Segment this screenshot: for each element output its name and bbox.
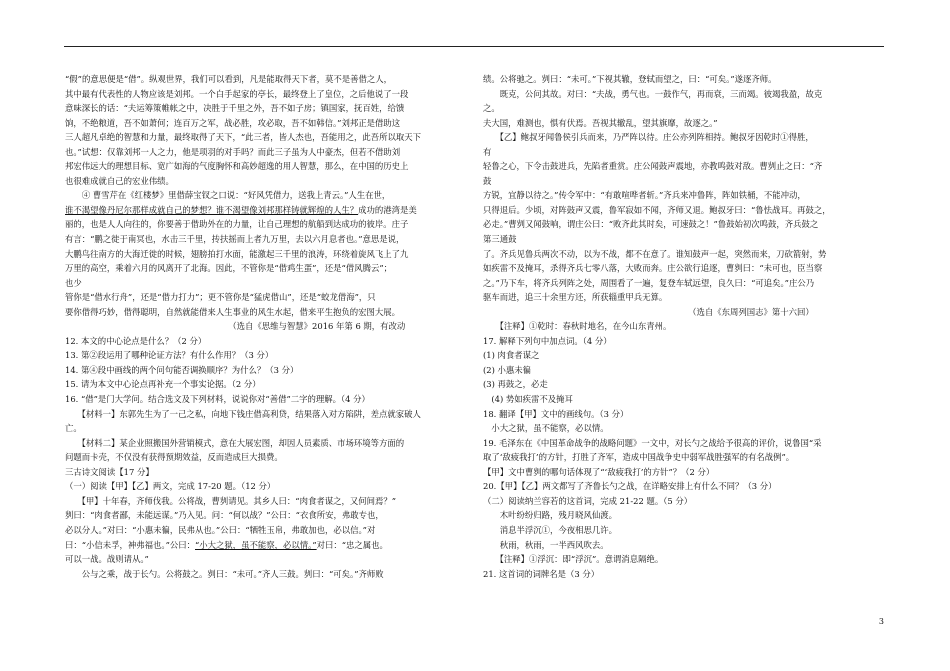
text-run: 丽的，也是人人向往的，你要善于借助外在的力量，让自己理想的航船到达成功的彼岸。庄子 — [65, 219, 409, 230]
text-run: 对曰：“忠之属也。 — [316, 539, 388, 550]
text-line — [65, 567, 467, 582]
text-line — [65, 436, 467, 451]
text-line — [65, 232, 467, 247]
text-line — [65, 494, 467, 509]
text-line — [65, 101, 467, 116]
text-line — [65, 87, 467, 102]
text-run: 【注释】①乾时：春秋时地名，在今山东青州。 — [483, 321, 672, 332]
text-run: 也很难成就自己的宏业伟绩。 — [65, 175, 174, 186]
text-run: 有言：“鹏之徙于南冥也，水击三千里，抟扶摇而上者九万里，去以六月息者也。”意思是说， — [65, 234, 405, 245]
header-rule — [64, 46, 884, 47]
text-line — [483, 101, 887, 116]
text-run: (3) 再鼓之，必走 — [483, 379, 548, 390]
text-run: 要你借得巧妙，借得聪明，自然就能借来人生事业的风生水起，借来平生抱负的宏图大展。 — [65, 306, 400, 317]
text-run: 有 — [483, 146, 492, 157]
text-line — [65, 363, 467, 378]
text-run: 可以一战。战则请从。” — [65, 554, 149, 565]
text-line — [65, 319, 467, 334]
text-run: 木叶纷纷归路，残月晓风仙渡。 — [483, 510, 617, 521]
text-line — [483, 494, 887, 509]
text-line — [483, 145, 887, 160]
text-line — [483, 290, 887, 305]
text-run: 之。 — [483, 103, 500, 114]
underlined-text: “小大之狱，虽不能察，必以情。” — [195, 539, 317, 550]
text-run: 曰：“小信未孚，神弗福也。”公曰： — [65, 539, 195, 550]
text-line — [483, 130, 887, 145]
text-line — [65, 188, 467, 203]
text-line — [65, 421, 467, 436]
text-line — [65, 377, 467, 392]
text-line — [483, 203, 887, 218]
text-line — [483, 377, 887, 392]
text-run: 既克，公问其故。对曰：“夫战，勇气也。一鼓作气，再而衰，三而竭。彼竭我盈，故克 — [483, 88, 823, 99]
text-run: 也。”试想：仅靠刘邦一人之力，他是项羽的对手吗？而此三子虽为人中豪杰，但若不借助刘 — [65, 146, 401, 157]
text-run: 方锐，宜静以待之。”传令军中：“有敢喧哗者斩。”齐兵来冲鲁阵，阵如铁桶，不能冲动， — [483, 190, 806, 201]
text-line — [483, 188, 887, 203]
text-line — [483, 363, 887, 378]
text-line — [483, 479, 887, 494]
text-run: 只得退后。少顷，对阵鼓声又震，鲁军寂如不闻，齐师又退。鲍叔牙曰：“鲁怯战耳。再鼓之， — [483, 204, 831, 215]
text-run: （选自《思维与智慧》2016 年第 6 期，有改动 — [65, 321, 406, 332]
text-line — [483, 116, 887, 131]
text-line — [65, 407, 467, 422]
text-run: “假”的意思便是“借”。纵观世界，我们可以看到，凡是能取得天下者，莫不是善借之人， — [65, 74, 392, 84]
text-line — [483, 392, 887, 407]
text-run: 夫大国，难测也，惧有伏焉。吾视其辙乱，望其旗靡，故逐之。” — [483, 117, 718, 128]
text-run: (1) 肉食者谋之 — [483, 350, 540, 361]
text-run: 三人超凡卓绝的智慧和力量，最终取得了天下，“此三者，皆人杰也，吾能用之，此吾所以取天下 — [65, 132, 422, 143]
text-run: 成功的港湾是美 — [358, 204, 417, 215]
text-run: 三古诗文阅读【17 分】 — [65, 466, 154, 477]
text-line — [483, 523, 887, 538]
text-line — [483, 538, 887, 553]
text-line — [483, 261, 887, 276]
text-run: 万里的高空，乘着六月的风离开了北海。因此，不管你是“借鸡生蛋”，还是“借风腾云”； — [65, 263, 392, 274]
text-line — [483, 217, 887, 232]
text-run: (4) 势如疾雷不及掩耳 — [483, 394, 573, 405]
text-run: 21. 这首词的词牌名是（3 分） — [483, 568, 600, 579]
text-run: 如疾雷不及掩耳，杀得齐兵七零八落，大败而奔。庄公欲行追逐，曹刿曰：“未可也，臣当察 — [483, 263, 823, 274]
text-run: 15. 请为本文中心论点再补充一个事实论据。（2 分） — [65, 379, 261, 390]
text-line — [65, 261, 467, 276]
underlined-text: 谁不渴望像丹尼尔那样成就自己的梦想？谁不渴望像刘邦那样铸就辉煌的人生？ — [65, 204, 359, 215]
text-line — [483, 305, 887, 320]
text-line — [483, 436, 887, 451]
text-run: 其中最有代表性的人物应该是刘邦。一个白手起家的亭长，最终登上了皇位，之后他说了一段 — [65, 88, 409, 99]
text-run: 问题而卡壳，不仅没有获得预期效益，反而造成巨大损费。 — [65, 452, 283, 463]
text-line — [65, 552, 467, 567]
text-run: 【甲】十年春，齐师伐我。公将战，曹刿请见。其乡人曰：“肉食者谋之，又何间焉？” — [65, 495, 396, 506]
text-run: 取了‘敌疲我打’的方针，打胜了齐军，造成中国战争史中弱军战胜强军的有名战例”。 — [483, 452, 795, 463]
text-run: ④ 曹雪芹在《红楼梦》里借薛宝钗之口说：“好风凭借力，送我上青云。”人生在世， — [65, 190, 391, 201]
text-line — [65, 247, 467, 262]
text-run: 必走。”曹刿又闻鼓响，谓庄公曰：“败齐此其时矣，可速鼓之！”鲁鼓始初次鸣鼓，齐兵鼓之 — [483, 219, 819, 230]
text-run: 必以分人。”对曰：“小惠未徧，民弗从也。”公曰：“牺牲玉帛，弗敢加也，必以信。”对 — [65, 524, 376, 535]
text-run: (2) 小惠未徧 — [483, 364, 532, 375]
text-run: 驱车而进，追三十余里方还，所获辎重甲兵无算。 — [483, 292, 668, 303]
text-run: 秋雨，秋雨，一半西风吹去。 — [483, 539, 609, 550]
text-run: （二）阅读纳兰容若的这首词，完成 21-22 题。（5 分） — [483, 495, 693, 506]
text-run: 【材料二】某企业照搬国外营销模式，意在大展宏图，却因人员素质、市场环境等方面的 — [65, 437, 405, 448]
text-run: 刿曰：“肉食者鄙，未能远谋。”乃入见。问：“何以战？”公曰：“衣食所安，弗敢专也， — [65, 510, 384, 521]
text-line — [65, 145, 467, 160]
text-run: 邦宏伟远大的理想目标、宽广如海的气度胸怀和高妙超逸的用人智慧，那么，在中国的历史上 — [65, 161, 409, 172]
text-run: 鼓 — [483, 175, 492, 186]
text-line — [65, 334, 467, 349]
text-run: 19. 毛泽东在《中国革命战争的战略问题》一文中，对长勺之战给予很高的评价，说鲁国“采 — [483, 437, 822, 448]
text-line — [483, 276, 887, 291]
text-line — [65, 348, 467, 363]
text-line — [65, 465, 467, 480]
text-run: 【乙】鲍叔牙闻鲁侯引兵而来，乃严阵以待。庄公亦列阵相持。鲍叔牙因乾时①得胜， — [483, 132, 814, 143]
text-line — [65, 538, 467, 553]
text-run: 大鹏鸟往南方的大海迁徙的时候，翅膀拍打水面，能激起三千里的浪涛，环绕着旋风飞上了九 — [65, 248, 409, 259]
text-line — [65, 276, 467, 291]
text-line — [65, 450, 467, 465]
page-number: 3 — [878, 617, 884, 626]
text-line — [483, 450, 887, 465]
text-line — [65, 159, 467, 174]
text-run: 也少 — [65, 277, 82, 288]
text-line — [65, 72, 467, 87]
text-run: 16. “借”是门大学问。结合选文及下列材料，说说你对“善借”二字的理解。（4 分） — [65, 394, 370, 405]
text-run: 亡。 — [65, 423, 82, 434]
text-line — [65, 203, 467, 218]
text-line — [483, 247, 887, 262]
text-run: 绩。公将驰之。刿曰：“未可。”下视其辙，登轼而望之，曰：“可矣。”遂逐齐师。 — [483, 74, 777, 84]
text-line — [65, 392, 467, 407]
text-line — [65, 508, 467, 523]
text-run: 轻鲁之心，下令击鼓进兵，先陷者重赏。庄公闻鼓声震地，亦教鸣鼓对敌。曹刿止之曰：“齐 — [483, 161, 823, 172]
text-run: 小大之狱，虽不能察，必以情。 — [483, 423, 609, 434]
text-run: 意味深长的话：“夫运筹策帷帐之中，决胜于千里之外，吾不如子房；镇国家，抚百姓，给馈 — [65, 103, 405, 114]
text-run: （选自《东周列国志》第十六回） — [483, 306, 814, 317]
left-column — [65, 72, 467, 581]
text-run: 13. 第②段运用了哪种论证方法？有什么作用？（3 分） — [65, 350, 274, 361]
text-line — [65, 174, 467, 189]
text-run: 12. 本文的中心论点是什么？（2 分） — [65, 335, 207, 346]
text-line — [65, 523, 467, 538]
text-line — [483, 319, 887, 334]
text-line — [483, 465, 887, 480]
text-line — [483, 552, 887, 567]
text-run: 20.【甲】【乙】两文都写了齐鲁长勺之战，在详略安排上有什么不同？（3 分） — [483, 481, 777, 492]
text-line — [483, 174, 887, 189]
text-line — [65, 479, 467, 494]
text-run: 管你是“借水行舟”，还是“借力打力”；更不管你是“猛虎借山”，还是“蛟龙借海”，只 — [65, 292, 376, 303]
text-line — [483, 87, 887, 102]
text-line — [483, 407, 887, 422]
text-line — [65, 116, 467, 131]
text-line — [483, 334, 887, 349]
right-column — [483, 72, 887, 581]
text-run: 14. 第④段中画线的两个问句能否调换顺序？为什么？（3 分） — [65, 364, 299, 375]
text-run: 17. 解释下列句中加点词。（4 分） — [483, 335, 612, 346]
text-line — [483, 421, 887, 436]
text-line — [483, 159, 887, 174]
text-run: 消息半浮沉①，今夜相思几许。 — [483, 524, 617, 535]
text-run: 【甲】文中曹刿的哪句话体现了“‘敌疲我打’的方针”？（2 分） — [483, 466, 715, 477]
text-line — [65, 290, 467, 305]
text-line — [483, 72, 887, 87]
text-run: 了。齐兵见鲁兵两次不动，以为不战，都不在意了。谁知鼓声一起，突然而来，刀砍箭射，势 — [483, 248, 827, 259]
text-line — [65, 305, 467, 320]
text-run: （一）阅读【甲】【乙】两文，完成 17-20 题。（12 分） — [65, 481, 276, 492]
text-line — [65, 130, 467, 145]
text-run: 之。”乃下车，将齐兵列阵之处，周围看了一遍，复登车轼远望，良久曰：“可追矣。”庄公乃 — [483, 277, 815, 288]
text-run: 【材料一】东郭先生为了一己之私，向地下钱庄借高利贷，结果落入对方陷阱，差点就家破人 — [65, 408, 421, 419]
text-line — [483, 232, 887, 247]
text-line — [483, 567, 887, 582]
text-line — [65, 217, 467, 232]
text-run: 18. 翻译【甲】文中的画线句。（3 分） — [483, 408, 629, 419]
text-run: 公与之乘，战于长勺。公将鼓之。刿曰：“未可。”齐人三鼓。刿曰：“可矣。”齐师败 — [65, 568, 384, 579]
text-line — [483, 348, 887, 363]
text-line — [483, 508, 887, 523]
text-run: 【注释】①浮沉：即“浮沉”。意谓消息隔绝。 — [483, 554, 664, 565]
text-run: 第三通鼓 — [483, 234, 517, 245]
text-run: 饷，不绝粮道，吾不如萧何；连百万之军，战必胜，攻必取，吾不如韩信。”刘邦正是借助这 — [65, 117, 401, 128]
